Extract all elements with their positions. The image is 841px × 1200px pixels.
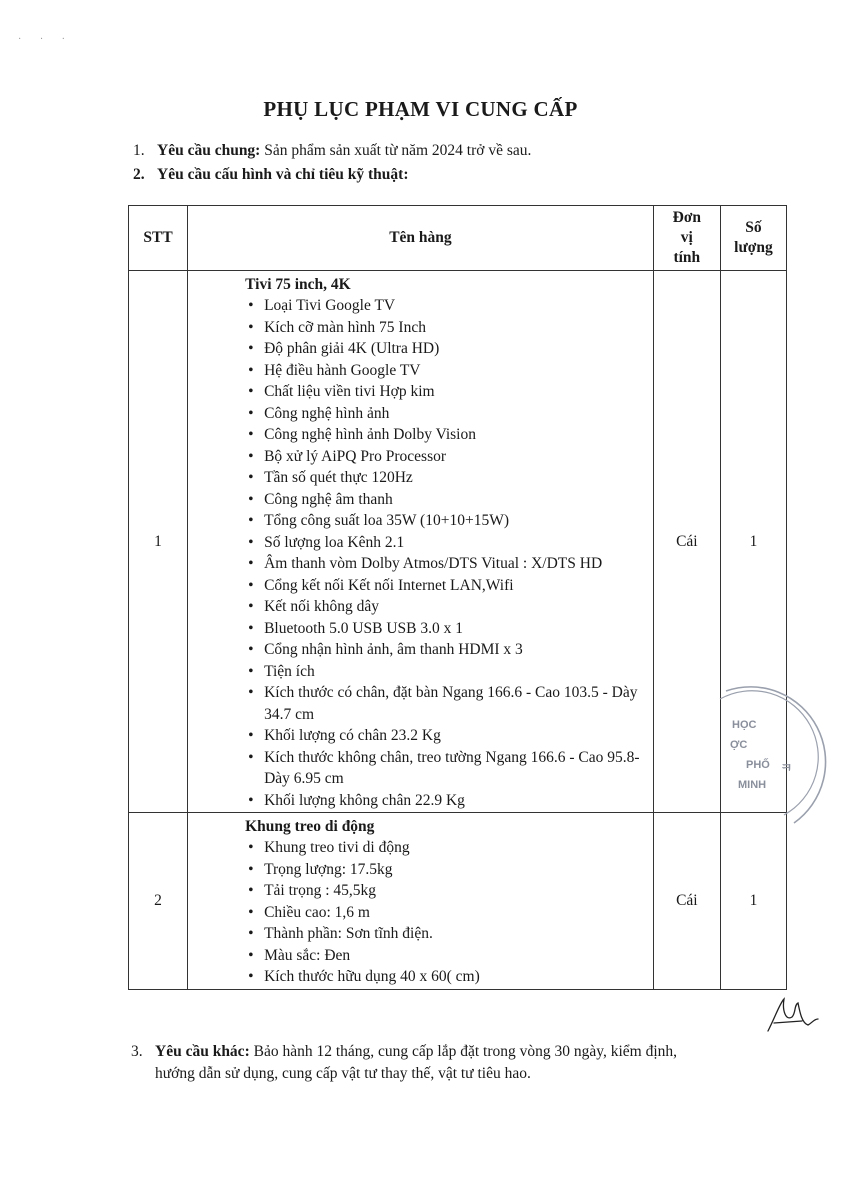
scan-artifact: · · ·: [18, 34, 73, 45]
spec-item: • Tổng công suất loa 35W (10+10+15W): [246, 510, 649, 532]
requirement-number: 1.: [133, 142, 145, 159]
requirement-text: Bảo hành 12 tháng, cung cấp lắp đặt trong vòng 30 ngày, kiểm định,: [249, 1043, 678, 1060]
requirement-general: [133, 140, 531, 162]
spec-item: • Kích thước có chân, đặt bàn Ngang 166.6 - Cao 103.5 - Dày 34.7 cm: [246, 682, 649, 725]
requirement-text-continued: hướng dẫn sử dụng, cung cấp vật tư thay thế, vật tư tiêu hao.: [155, 1065, 531, 1082]
table-row: [129, 271, 787, 813]
spec-item: • Tiện ích: [246, 661, 649, 683]
spec-item: • Trọng lượng: 17.5kg: [246, 859, 649, 881]
spec-item: • Chất liệu viền tivi Hợp kim: [246, 381, 649, 403]
requirement-label: Yêu cầu khác:: [155, 1043, 250, 1060]
requirement-number: 2.: [133, 166, 145, 183]
header-stt: STT: [129, 206, 188, 271]
spec-list: [246, 295, 649, 811]
row-qty: 1: [720, 813, 786, 990]
spec-item: • Hệ điều hành Google TV: [246, 360, 649, 382]
requirement-label: Yêu cầu chung:: [157, 142, 261, 159]
spec-item: • Số lượng loa Kênh 2.1: [246, 532, 649, 554]
spec-item: • Cổng nhận hình ảnh, âm thanh HDMI x 3: [246, 639, 649, 661]
row-unit: Cái: [653, 271, 720, 813]
spec-item: • Chiều cao: 1,6 m: [246, 902, 649, 924]
item-title: Khung treo di động: [245, 818, 375, 835]
spec-item: • Màu sắc: Đen: [246, 945, 649, 967]
spec-item: • Loại Tivi Google TV: [246, 295, 649, 317]
header-unit: Đơn vị tính: [653, 206, 720, 271]
spec-item: • Khối lượng không chân 22.9 Kg: [246, 790, 649, 812]
spec-item: • Công nghệ hình ảnh: [246, 403, 649, 425]
requirement-text: Sản phẩm sản xuất từ năm 2024 trở về sau.: [260, 142, 532, 159]
requirement-technical: [133, 164, 408, 186]
row-stt: 1: [129, 271, 188, 813]
table-header-row: [129, 206, 787, 271]
stamp-text: ㅋ: [780, 760, 793, 775]
spec-table: [128, 205, 787, 990]
stamp-text: MINH: [738, 779, 767, 791]
stamp-text: PHỐ: [746, 759, 770, 771]
spec-item: • Khung treo tivi di động: [246, 837, 649, 859]
requirement-other: [131, 1041, 791, 1085]
stamp-ring-icon: [716, 683, 836, 833]
spec-item: • Kết nối không dây: [246, 596, 649, 618]
row-qty: 1: [720, 271, 786, 813]
table-row: [129, 813, 787, 990]
spec-list: [246, 837, 649, 988]
row-name-cell: [188, 813, 654, 990]
header-qty: Số lượng: [720, 206, 786, 271]
stamp-text: HỌC: [732, 719, 757, 731]
spec-item: • Tải trọng : 45,5kg: [246, 880, 649, 902]
spec-item: • Kích thước không chân, treo tường Ngang 166.6 - Cao 95.8- Dày 6.95 cm: [246, 747, 649, 790]
official-stamp: [716, 683, 836, 833]
spec-item: • Công nghệ hình ảnh Dolby Vision: [246, 424, 649, 446]
spec-item: • Bluetooth 5.0 USB USB 3.0 x 1: [246, 618, 649, 640]
spec-item: • Âm thanh vòm Dolby Atmos/DTS Vitual : X/DTS HD: [246, 553, 649, 575]
item-title: Tivi 75 inch, 4K: [245, 276, 351, 293]
row-stt: 2: [129, 813, 188, 990]
page-title: PHỤ LỤC PHẠM VI CUNG CẤP: [263, 97, 578, 121]
requirement-number: 3.: [131, 1043, 143, 1060]
header-name: Tên hàng: [188, 206, 654, 271]
spec-item: • Kích cỡ màn hình 75 Inch: [246, 317, 649, 339]
requirement-label: Yêu cầu cấu hình và chỉ tiêu kỹ thuật:: [157, 166, 409, 183]
stamp-text: ỢC: [730, 739, 748, 751]
spec-item: • Cổng kết nối Kết nối Internet LAN,Wifi: [246, 575, 649, 597]
spec-item: • Công nghệ âm thanh: [246, 489, 649, 511]
row-name-cell: [188, 271, 654, 813]
spec-item: • Khối lượng có chân 23.2 Kg: [246, 725, 649, 747]
spec-item: • Bộ xử lý AiPQ Pro Processor: [246, 446, 649, 468]
spec-item: • Tần số quét thực 120Hz: [246, 467, 649, 489]
row-unit: Cái: [653, 813, 720, 990]
spec-item: • Thành phần: Sơn tĩnh điện.: [246, 923, 649, 945]
spec-item: • Kích thước hữu dụng 40 x 60( cm): [246, 966, 649, 988]
spec-item: • Độ phân giải 4K (Ultra HD): [246, 338, 649, 360]
signature-icon: [762, 995, 822, 1037]
